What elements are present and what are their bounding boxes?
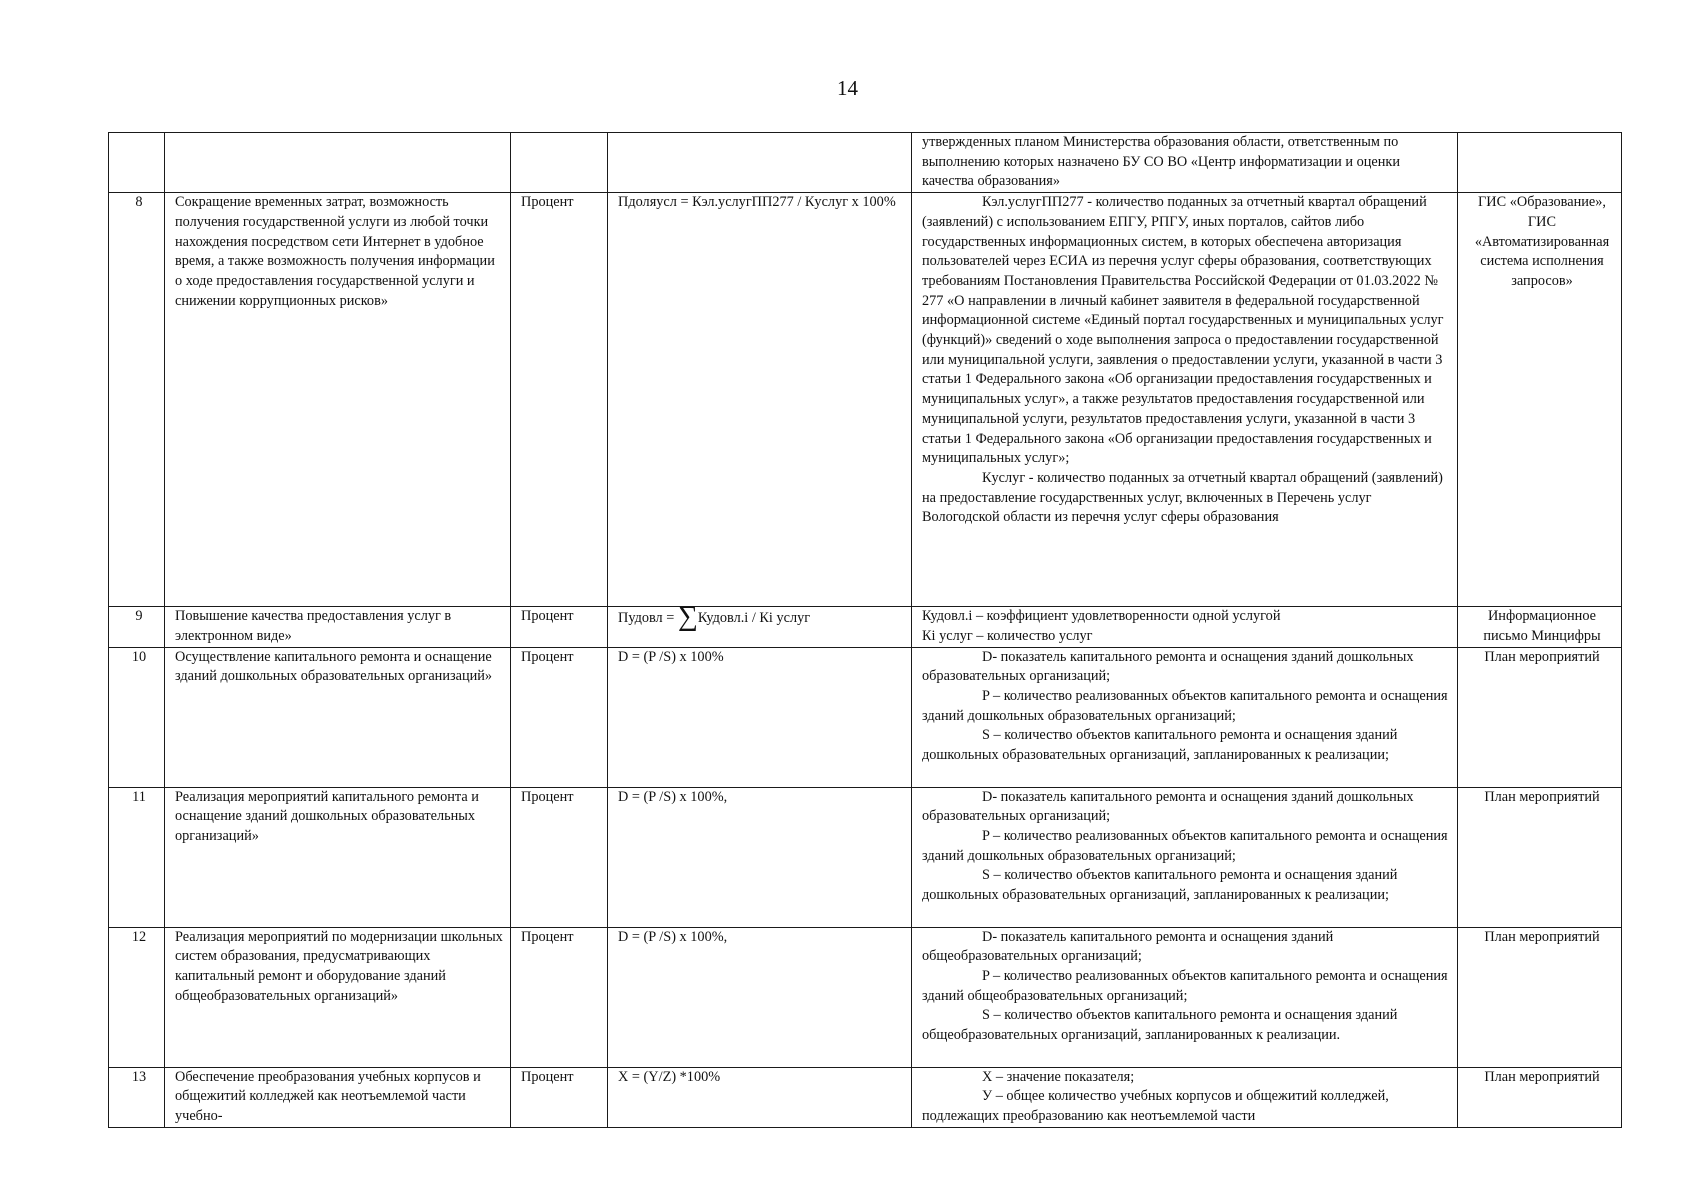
row-number-cell	[109, 133, 165, 193]
description-paragraph: D- показатель капитального ремонта и оснащения зданий общеобразовательных организаций;	[922, 928, 1334, 965]
indicator-name-cell: Сокращение временных затрат, возможность получения государственной услуги из любой точки нахождения посредством сети Интернет в удобное время, а также возможность получения информации о ходе предоставления государственной услуги и снижении коррупционных рисков»	[165, 193, 511, 607]
unit-cell: Процент	[511, 647, 608, 787]
source-cell: План мероприятий	[1458, 1067, 1622, 1127]
formula-cell	[608, 601, 912, 647]
source-cell	[1458, 133, 1622, 193]
description-cell	[912, 927, 1458, 1067]
formula-cell: D = (P /S) x 100%	[608, 647, 912, 787]
description-cell	[912, 1067, 1458, 1127]
indicator-name-cell: Повышение качества предоставления услуг в электронном виде»	[165, 607, 511, 647]
formula-left: Пудовл =	[618, 610, 678, 627]
unit-cell: Процент	[511, 193, 608, 607]
description-paragraph: S – количество объектов капитального ремонта и оснащения зданий дошкольных образовательных организаций, запланированных к реализации;	[922, 727, 1398, 764]
description-cell	[912, 647, 1458, 787]
source-cell: План мероприятий	[1458, 647, 1622, 787]
table-row	[109, 193, 1622, 607]
description-paragraph: D- показатель капитального ремонта и оснащения зданий дошкольных образовательных организаций;	[922, 788, 1414, 825]
row-number-cell: 9	[109, 607, 165, 647]
row-number-cell: 12	[109, 927, 165, 1067]
table-row	[109, 647, 1622, 787]
formula-cell: D = (P /S) x 100%,	[608, 787, 912, 927]
table-row	[109, 787, 1622, 927]
description-cell	[912, 787, 1458, 927]
description-paragraph: Кэл.услугПП277 - количество поданных за отчетный квартал обращений (заявлений) с использованием ЕПГУ, РПГУ, иных порталов, сайтов либо государственных информационных систем, в которых обеспечена авторизация пользователей через ЕСИА из перечня услуг сферы образования, соответствующих требованиям Постановления Правительства Российской Федерации от 01.03.2022 № 277 «О направлении в личный кабинет заявителя в федеральной государственной информационной системе «Единый портал государственных и муниципальных услуг (функций)» сведений о ходе выполнения запроса о предоставлении государственной или муниципальной услуги, заявления о предоставлении услуги, указанной в части 3 статьи 1 Федерального закона «Об организации предоставления государственных и муниципальных услуг», а также результатов предоставления государственной или муниципальной услуги, результатов предоставления услуги, указанной в части 3 статьи 1 Федерального закона «Об организации предоставления государственных и муниципальных услуг»;	[922, 194, 1444, 467]
indicator-name-cell: Осуществление капитального ремонта и оснащение зданий дошкольных образовательных организаций»	[165, 647, 511, 787]
indicator-name-cell: Реализация мероприятий капитального ремонта и оснащение зданий дошкольных образовательных организаций»	[165, 787, 511, 927]
description-cell	[912, 133, 1458, 193]
unit-cell: Процент	[511, 607, 608, 647]
description-paragraph: Кi услуг – количество услуг	[922, 627, 1093, 644]
description-paragraph: P – количество реализованных объектов капитального ремонта и оснащения зданий дошкольных образовательных организаций;	[922, 687, 1448, 724]
indicator-name-cell	[165, 133, 511, 193]
description-paragraph: Кyслуг - количество поданных за отчетный квартал обращений (заявлений) на предоставление государственных услуг, включенных в Перечень услуг Вологодской области из перечня услуг сферы образования	[922, 469, 1443, 526]
description-paragraph: S – количество объектов капитального ремонта и оснащения зданий дошкольных образовательных организаций, запланированных к реализации;	[922, 867, 1398, 904]
formula-right: Кудовл.i / Кi услуг	[697, 610, 811, 627]
source-cell: План мероприятий	[1458, 787, 1622, 927]
formula-cell: X = (Y/Z) *100%	[608, 1067, 912, 1127]
row-number-cell: 10	[109, 647, 165, 787]
formula-cell: D = (P /S) x 100%,	[608, 927, 912, 1067]
table-row	[109, 133, 1622, 193]
description-paragraph: S – количество объектов капитального ремонта и оснащения зданий общеобразовательных организаций, запланированных к реализации.	[922, 1007, 1398, 1044]
description-paragraph: утвержденных планом Министерства образования области, ответственным по выполнению которых назначено БУ СО ВО «Центр информатизации и оценки качества образования»	[922, 134, 1400, 190]
table-row	[109, 607, 1622, 647]
description-cell	[912, 607, 1458, 647]
formula-cell: Пдоляусл = Кэл.услугПП277 / Кyслуг х 100%	[608, 193, 912, 607]
unit-cell	[511, 133, 608, 193]
row-number-cell: 11	[109, 787, 165, 927]
description-paragraph: X – значение показателя;	[982, 1068, 1135, 1085]
row-number-cell: 8	[109, 193, 165, 607]
table-row	[109, 927, 1622, 1067]
unit-cell: Процент	[511, 787, 608, 927]
description-cell	[912, 193, 1458, 607]
source-cell: Информационное письмо Минцифры	[1458, 607, 1622, 647]
description-paragraph: P – количество реализованных объектов капитального ремонта и оснащения зданий дошкольных образовательных организаций;	[922, 827, 1448, 864]
indicator-name-cell: Обеспечение преобразования учебных корпусов и общежитий колледжей как неотъемлемой части учебно-	[165, 1067, 511, 1127]
table-row	[109, 1067, 1622, 1127]
page-number: 14	[837, 76, 858, 100]
indicators-table	[108, 132, 1622, 1128]
formula-cell	[608, 133, 912, 193]
description-paragraph: У – общее количество учебных корпусов и общежитий колледжей, подлежащих преобразованию как неотъемлемой части	[922, 1088, 1389, 1124]
unit-cell: Процент	[511, 927, 608, 1067]
description-paragraph: Кудовл.i – коэффициент удовлетворенности одной услугой	[922, 608, 1281, 625]
description-paragraph: D- показатель капитального ремонта и оснащения зданий дошкольных образовательных организаций;	[922, 648, 1414, 685]
source-cell: ГИС «Образование», ГИС «Автоматизированная система исполнения запросов»	[1458, 193, 1622, 607]
unit-cell: Процент	[511, 1067, 608, 1127]
indicator-name-cell: Реализация мероприятий по модернизации школьных систем образования, предусматривающих капитальный ремонт и оборудование зданий общеобразовательных организаций»	[165, 927, 511, 1067]
sum-sign: ∑	[677, 601, 698, 633]
source-cell: План мероприятий	[1458, 927, 1622, 1067]
row-number-cell: 13	[109, 1067, 165, 1127]
description-paragraph: P – количество реализованных объектов капитального ремонта и оснащения зданий общеобразовательных организаций;	[922, 967, 1448, 1004]
